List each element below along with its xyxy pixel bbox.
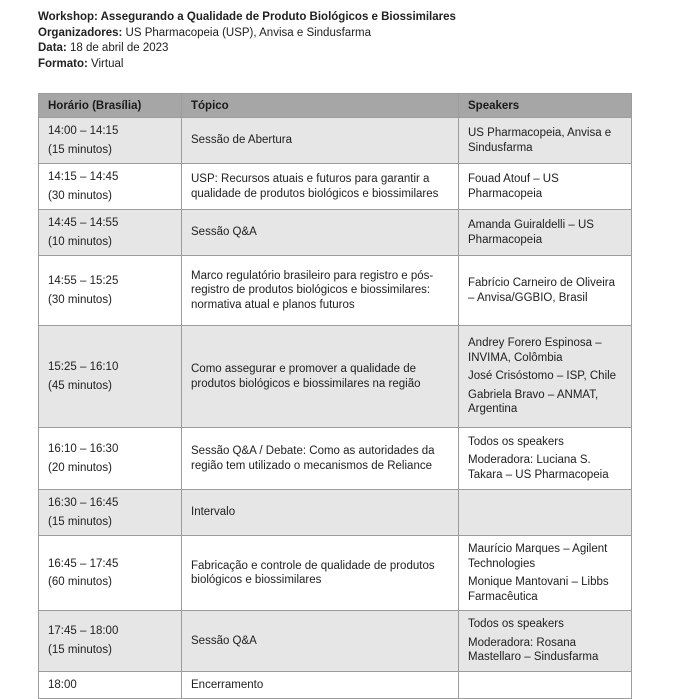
cell-topic: Sessão Q&A xyxy=(182,210,459,256)
cell-speakers: Todos os speakers Moderadora: Rosana Mastellaro – Sindusfarma xyxy=(459,611,632,672)
cell-time: 18:00 xyxy=(39,671,182,699)
cell-speakers: Todos os speakers Moderadora: Luciana S. Takara – US Pharmacopeia xyxy=(459,428,632,490)
table-row xyxy=(39,326,632,428)
organizers-line: Organizadores: US Pharmacopeia (USP), Anvisa e Sindusfarma xyxy=(38,26,371,39)
table-row xyxy=(39,428,632,490)
cell-topic: Fabricação e controle de qualidade de produtos biológicos e biossimilares xyxy=(182,536,459,611)
cell-topic: Sessão Q&A / Debate: Como as autoridades da região tem utilizado o mecanismos de Reliance xyxy=(182,428,459,490)
agenda-table xyxy=(38,93,632,699)
column-header-topico: Tópico xyxy=(182,94,459,118)
format-line: Formato: Virtual xyxy=(38,57,124,70)
cell-time: 14:55 – 15:25 (30 minutos) xyxy=(39,256,182,326)
cell-speakers: Andrey Forero Espinosa – INVIMA, Colômbia José Crisóstomo – ISP, Chile Gabriela Bravo – ANMAT, Argentina xyxy=(459,326,632,428)
date-line: Data: 18 de abril de 2023 xyxy=(38,42,169,54)
cell-time: 16:45 – 17:45 (60 minutos) xyxy=(39,536,182,611)
table-row xyxy=(39,536,632,611)
cell-topic: Encerramento xyxy=(182,671,459,699)
table-header-row xyxy=(39,94,632,118)
cell-topic: Sessão de Abertura xyxy=(182,118,459,164)
column-header-horario: Horário (Brasília) xyxy=(39,94,182,118)
cell-time: 16:10 – 16:30 (20 minutos) xyxy=(39,428,182,490)
cell-speakers: Amanda Guiraldelli – US Pharmacopeia xyxy=(459,210,632,256)
table-row xyxy=(39,164,632,210)
cell-topic: Sessão Q&A xyxy=(182,611,459,672)
cell-speakers xyxy=(459,490,632,536)
table-row xyxy=(39,611,632,672)
cell-topic: Como assegurar e promover a qualidade de produtos biológicos e biossimilares na região xyxy=(182,326,459,428)
cell-speakers: US Pharmacopeia, Anvisa e Sindusfarma xyxy=(459,118,632,164)
cell-speakers: Maurício Marques – Agilent Technologies Monique Mantovani – Libbs Farmacêutica xyxy=(459,536,632,611)
cell-time: 14:15 – 14:45 (30 minutos) xyxy=(39,164,182,210)
document-header xyxy=(38,10,680,72)
table-row xyxy=(39,490,632,536)
cell-time: 15:25 – 16:10 (45 minutos) xyxy=(39,326,182,428)
cell-speakers: Fouad Atouf – US Pharmacopeia xyxy=(459,164,632,210)
doc-title: Workshop: Assegurando a Qualidade de Produto Biológicos e Biossimilares xyxy=(38,11,456,23)
cell-time: 14:45 – 14:55 (10 minutos) xyxy=(39,210,182,256)
cell-topic: Intervalo xyxy=(182,490,459,536)
cell-time: 16:30 – 16:45 (15 minutos) xyxy=(39,490,182,536)
table-row xyxy=(39,118,632,164)
cell-topic: USP: Recursos atuais e futuros para garantir a qualidade de produtos biológicos e biossimilares xyxy=(182,164,459,210)
cell-time: 14:00 – 14:15 (15 minutos) xyxy=(39,118,182,164)
table-row xyxy=(39,256,632,326)
table-row xyxy=(39,671,632,699)
cell-speakers xyxy=(459,671,632,699)
cell-topic: Marco regulatório brasileiro para registro e pós-registro de produtos biológicos e biossimilares: normativa atual e planos futuros xyxy=(182,256,459,326)
column-header-speakers: Speakers xyxy=(459,94,632,118)
cell-time: 17:45 – 18:00 (15 minutos) xyxy=(39,611,182,672)
table-row xyxy=(39,210,632,256)
cell-speakers: Fabrício Carneiro de Oliveira – Anvisa/GGBIO, Brasil xyxy=(459,256,632,326)
